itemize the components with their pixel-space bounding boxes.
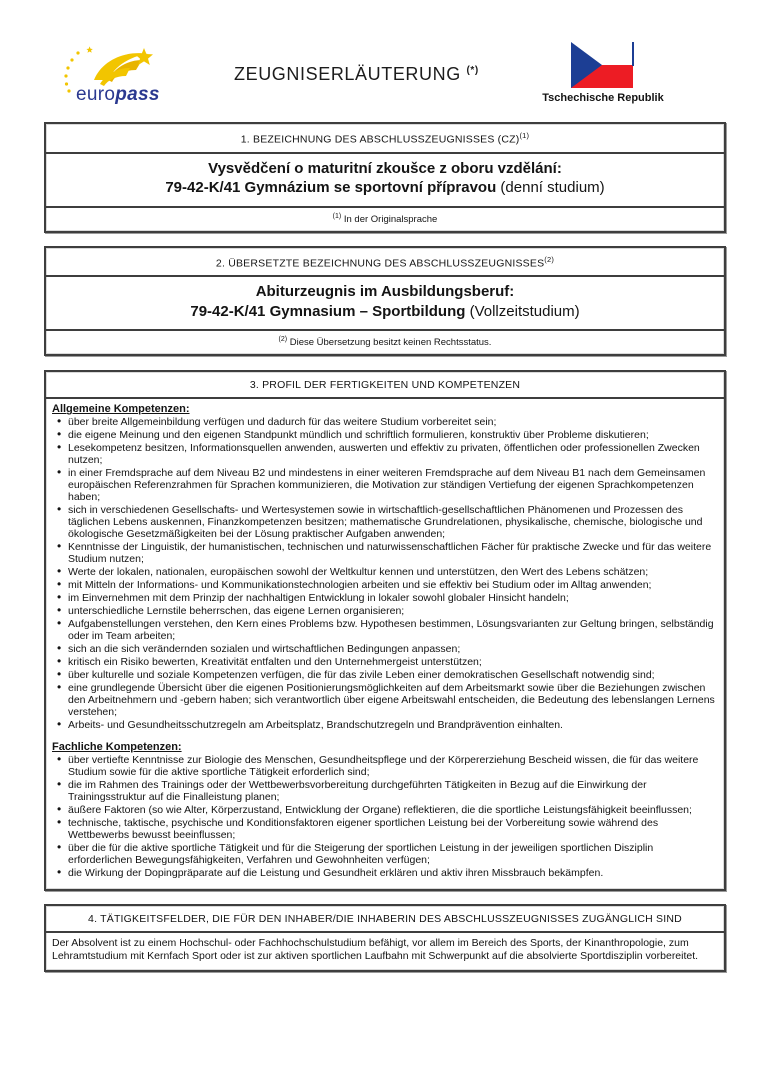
- general-competences-list: [52, 416, 717, 731]
- section-1-box: [44, 122, 726, 233]
- bullet-item: • Aufgabenstellungen verstehen, den Kern eines Problems bzw. Hypothesen bestimmen, Lösungsvarianten zur Geltung bringen, selbständig oder im Team arbeiten;: [68, 618, 717, 642]
- section-2-title-line2-bold: 79-42-K/41 Gymnasium – Sportbildung: [190, 302, 466, 320]
- section-1-header: [46, 124, 724, 154]
- page-title-footnote-marker: (*): [466, 65, 479, 76]
- section-3-box: [44, 370, 726, 891]
- section-2-box: [44, 246, 726, 357]
- section-4-body: Der Absolvent ist zu einem Hochschul- oder Fachhochschulstudium befähigt, vor allem im Bereich des Sports, der Kinanthropologie, zum Lehramtstudium mit Kernfach Sport oder ist zur aktiven sportlichen Laufbahn mit Schwerpunkt auf die absolvierte Sportdisziplin vorbereitet.: [52, 937, 699, 962]
- bullet-item: • unterschiedliche Lernstile beherrschen, das eigene Lernen organisieren;: [68, 605, 717, 617]
- bullet-item: • äußere Faktoren (so wie Alter, Körperzustand, Entwicklung der Organe) reflektieren, die die sportliche Leistungsfähigkeit beeinflussen;: [68, 804, 717, 816]
- section-1-title-line2: [52, 178, 718, 198]
- section-3-body: [46, 399, 724, 889]
- section-2-header: [46, 248, 724, 278]
- section-3-header-text: 3. PROFIL DER FERTIGKEITEN UND KOMPETENZEN: [249, 379, 521, 392]
- bullet-item: • Lesekompetenz besitzen, Informationsquellen anwenden, auswerten und effektiv zu privaten, öffentlichen oder professionellen Zwecken nutzen;: [68, 442, 717, 466]
- country-block: [538, 42, 668, 104]
- bullet-item: • Werte der lokalen, nationalen, europäischen sowohl der Weltkultur kennen und unterstützen, den Wert des Lebens schätzen;: [68, 566, 717, 578]
- logo-pass-text: pass: [115, 84, 160, 105]
- bullet-item: • im Einvernehmen mit dem Prinzip der nachhaltigen Entwicklung in lokaler sowohl globaler Hinsicht handeln;: [68, 592, 717, 604]
- professional-competences-list: [52, 754, 717, 879]
- bullet-item: • Kenntnisse der Linguistik, der humanistischen, technischen und naturwissenschaftlichen Fächer für praktische Zwecke und für das weitere Studium nutzen;: [68, 541, 717, 565]
- section-4-header-text: 4. TÄTIGKEITSFELDER, DIE FÜR DEN INHABER/DIE INHABERIN DES ABSCHLUSSZEUGNISSES ZUGÄNGLICH SIND: [88, 913, 682, 926]
- section-2-footnote-marker: (2): [278, 336, 288, 344]
- section-1-header-text: 1. BEZEICHNUNG DES ABSCHLUSSZEUGNISSES (CZ): [240, 133, 520, 146]
- section-1-footnote-marker: (1): [332, 212, 342, 220]
- section-2-footnote: [46, 331, 724, 354]
- europass-wordmark: [76, 84, 160, 106]
- section-4-header: [46, 906, 724, 933]
- section-2-title-line1: Abiturzeugnis im Ausbildungsberuf:: [255, 283, 515, 301]
- section-2-footnote-text: Diese Übersetzung besitzt keinen Rechtsstatus.: [287, 337, 492, 349]
- section-3-header: [46, 372, 724, 399]
- section-2-header-text: 2. ÜBERSETZTE BEZEICHNUNG DES ABSCHLUSSZEUGNISSES: [215, 257, 545, 270]
- section-2-title-line2-normal: (Vollzeitstudium): [465, 302, 580, 320]
- section-2-header-footnote-marker: (2): [544, 254, 555, 264]
- czech-flag-icon: [571, 42, 635, 88]
- bullet-item: • die im Rahmen des Trainings oder der Wettbewerbsvorbereitung durchgeführten Tätigkeiten in Bezug auf die Einwirkung der Trainingsstruktur auf die Finalleistung planen;: [68, 779, 717, 803]
- section-1-footnote: [46, 208, 724, 231]
- logo-euro-text: euro: [76, 84, 116, 105]
- europass-logo: [56, 40, 216, 110]
- bullet-item: • Arbeits- und Gesundheitsschutzregeln am Arbeitsplatz, Brandschutzregeln und Brandprävention einhalten.: [68, 719, 717, 731]
- page-title: [234, 64, 479, 85]
- section-1-footnote-text: In der Originalsprache: [341, 213, 438, 225]
- bullet-item: • sich an die sich verändernden sozialen und wirtschaftlichen Bedingungen anpassen;: [68, 643, 717, 655]
- section-1-title: [46, 154, 724, 208]
- general-competences-heading: Allgemeine Kompetenzen:: [52, 403, 190, 416]
- bullet-item: • sich in verschiedenen Gesellschafts- und Wertesystemen sowie in wirtschaftlich-gesellschaftlichen Phänomenen und Prozessen des täglichen Lebens auskennen, Finanzkompetenzen besitzen; mathematische Grundrelationen, physikalische, chemische, biologische und ökologische Gesetzmäßigkeiten bei der Lösung praktischer Aufgaben anwenden;: [68, 504, 717, 540]
- section-1-header-footnote-marker: (1): [519, 131, 530, 140]
- bullet-item: • technische, taktische, psychische und Konditionsfaktoren eigener sportlichen Leistung bei der Vorbereitung sowie während des Wettbewerbs bewusst beeinflussen;: [68, 817, 717, 841]
- bullet-item: • über breite Allgemeinbildung verfügen und dadurch für das weitere Studium vorbereitet sein;: [68, 416, 717, 428]
- bullet-item: • mit Mitteln der Informations- und Kommunikationstechnologien arbeiten und sie effektiv bei Studium oder im Alltag anwenden;: [68, 579, 717, 591]
- page-title-text: ZEUGNISERLÄUTERUNG: [234, 64, 461, 84]
- bullet-item: • die eigene Meinung und den eigenen Standpunkt mündlich und schriftlich formulieren, konstruktiv über Probleme diskutieren;: [68, 429, 717, 441]
- professional-competences-heading: Fachliche Kompetenzen:: [52, 741, 182, 754]
- bullet-item: • in einer Fremdsprache auf dem Niveau B2 und mindestens in einer weiteren Fremdsprache auf dem Niveau B1 nach dem Gemeinsamen europäischen Referenzrahmen für Sprachen kommunizieren, die Motivation zur ständigen Vertiefung der eigenen Sprachkompetenzen haben;: [68, 467, 717, 503]
- masthead: [44, 40, 726, 118]
- section-4-box: [44, 904, 726, 972]
- country-name: Tschechische Republik: [542, 92, 664, 104]
- section-2-title-line2: [52, 302, 718, 322]
- section-1-title-line2-normal: (denní studium): [496, 179, 605, 196]
- bullet-item: • über vertiefte Kenntnisse zur Biologie des Menschen, Gesundheitspflege und der Körpererziehung Bescheid wissen, die für das weitere Studium sowie für die aktive sportliche Tätigkeit erforderlich sind;: [68, 754, 717, 778]
- bullet-item: • über kulturelle und soziale Kompetenzen verfügen, die für das zivile Leben einer demokratischen Gesellschaft notwendig sind;: [68, 669, 717, 681]
- bullet-item: • über die für die aktive sportliche Tätigkeit und für die Steigerung der sportlichen Leistung in der jeweiligen sportlichen Disziplin erforderlichen Bewegungsfähigkeiten, Verfahren und Gewohnheiten verfügen;: [68, 842, 717, 866]
- bullet-item: • kritisch ein Risiko bewerten, Kreativität entfalten und den Unternehmergeist unterstützen;: [68, 656, 717, 668]
- section-2-title: [46, 277, 724, 331]
- section-1-title-line1: Vysvědčení o maturitní zkoušce z oboru vzdělání:: [208, 159, 562, 177]
- bullet-item: • eine grundlegende Übersicht über die eigenen Positionierungsmöglichkeiten auf dem Arbeitsmarkt sowie über die Beziehungen zwischen den Arbeitnehmern und -gebern haben; sich verantwortlich über eigene Arbeitswahl entscheiden, die Bedeutung des lebenslangen Lernens verstehen;: [68, 682, 717, 718]
- section-1-title-line2-bold: 79-42-K/41 Gymnázium se sportovní přípravou: [165, 179, 497, 196]
- bullet-item: • die Wirkung der Dopingpräparate auf die Leistung und Gesundheit erklären und aktiv ihren Missbrauch bekämpfen.: [68, 867, 717, 879]
